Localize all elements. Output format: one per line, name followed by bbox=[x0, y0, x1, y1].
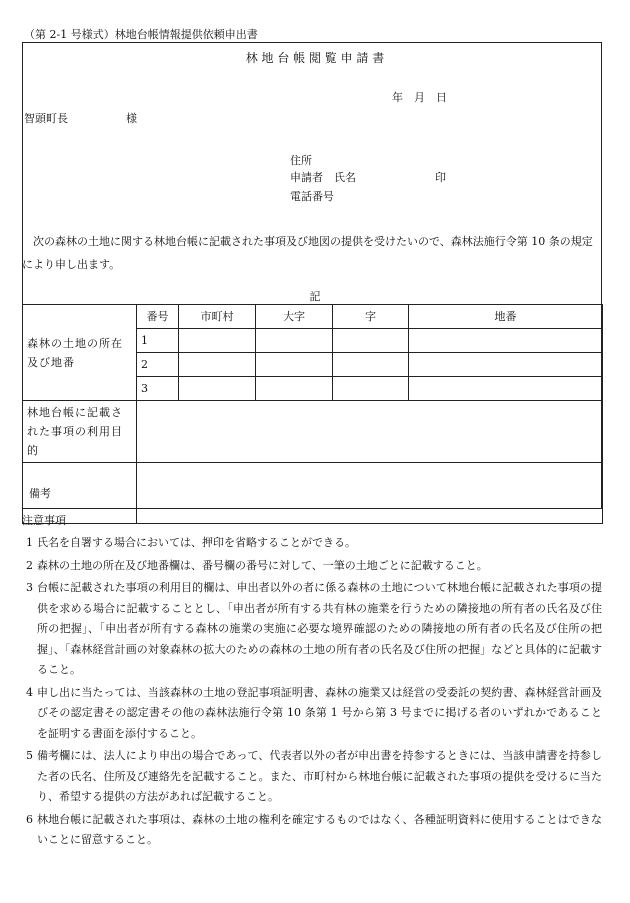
note-number: 3 bbox=[26, 581, 33, 594]
aza-cell[interactable] bbox=[333, 377, 409, 401]
note-text: 備考欄には、法人により申出の場合であって、代表者以外の者が申出書を持参するときには、当該申請書を持参した者の氏名、住所及び連絡先を記載すること。また、市町村から林地台帳に記載された事項の提供を受けるに当たり、希望する提供の方法があれば記載すること。 bbox=[37, 749, 602, 803]
ki-label: 記 bbox=[309, 290, 321, 303]
note-item bbox=[22, 683, 602, 745]
oaza-cell[interactable] bbox=[256, 353, 333, 377]
chiban-cell[interactable] bbox=[409, 329, 603, 353]
note-item bbox=[22, 746, 602, 808]
note-item bbox=[22, 533, 602, 554]
notes-section bbox=[22, 511, 602, 853]
purpose-label: 林地台帳に記載された事項の利用目的 bbox=[23, 401, 137, 463]
header-aza: 字 bbox=[333, 305, 409, 329]
header-oaza: 大字 bbox=[256, 305, 333, 329]
addressee: 智頭町長 bbox=[24, 112, 68, 125]
note-item bbox=[22, 810, 602, 851]
row-number: 3 bbox=[137, 377, 179, 401]
oaza-cell[interactable] bbox=[256, 329, 333, 353]
note-text: 申し出に当たっては、当該森林の土地の登記事項証明書、森林の施業又は経営の受委託の契約書、森林経営計画及びその認定書その認定書その他の森林法施行令第 10 条第 1 号から第 3 号までに掲げる者のいずれかであることを証明する書面を添付すること。 bbox=[37, 685, 602, 740]
note-number: 5 bbox=[26, 749, 33, 762]
oaza-cell[interactable] bbox=[256, 377, 333, 401]
city-cell[interactable] bbox=[179, 329, 256, 353]
note-number: 4 bbox=[26, 685, 33, 699]
location-label: 森林の土地の所在及び地番 bbox=[23, 305, 137, 401]
address-label: 住所 bbox=[290, 154, 312, 167]
city-cell[interactable] bbox=[179, 377, 256, 401]
form-title: 林 地 台 帳 閲 覧 申 請 書 bbox=[245, 51, 385, 65]
aza-cell[interactable] bbox=[333, 329, 409, 353]
row-number: 1 bbox=[137, 329, 179, 353]
remarks-label: 備考 bbox=[23, 463, 137, 524]
request-statement: 次の森林の土地に関する林地台帳に記載された事項及び地図の提供を受けたいので、森林法施行令第 10 条の規定により申し出ます。 bbox=[22, 235, 593, 271]
notes-title: 注意事項 bbox=[22, 514, 66, 527]
seal-label: 印 bbox=[435, 171, 446, 184]
purpose-field[interactable] bbox=[137, 401, 603, 463]
addressee-honorific: 様 bbox=[126, 112, 137, 125]
applicant-name-label: 申請者 氏名 bbox=[290, 171, 356, 184]
note-text: 氏名を自署する場合においては、押印を省略することができる。 bbox=[37, 536, 356, 549]
header-chiban: 地番 bbox=[409, 305, 603, 329]
note-text: 林地台帳に記載された事項は、森林の土地の権利を確定するものではなく、各種証明資料に使用することはできないことに留意すること。 bbox=[37, 812, 602, 846]
form-number-header: （第 2-1 号様式）林地台帳情報提供依頼申出書 bbox=[24, 28, 258, 41]
note-number: 6 bbox=[26, 812, 33, 826]
note-text: 森林の土地の所在及び地番欄は、番号欄の番号に対して、一筆の土地ごとに記載すること。 bbox=[37, 558, 488, 572]
note-item bbox=[22, 578, 602, 681]
row-number: 2 bbox=[137, 353, 179, 377]
aza-cell[interactable] bbox=[333, 353, 409, 377]
chiban-cell[interactable] bbox=[409, 353, 603, 377]
note-number: 2 bbox=[26, 558, 33, 572]
header-number: 番号 bbox=[137, 305, 179, 329]
phone-label: 電話番号 bbox=[290, 190, 334, 203]
note-text: 台帳に記載された事項の利用目的欄は、申出者以外の者に係る森林の土地について林地台帳に記載された事項の提供を求める場合に記載することとし、「申出者が所有する共有林の施業を行うための隣接地の所有者の氏名及び住所の把握」、「申出者が所有する森林の施業の実施に必要な境界確認のための隣接地の所有者の氏名及び住所の把握」、「森林経営計画の対象森林の拡大のための森林の土地の所有者の氏名及び住所の把握」などと具体的に記載すること。 bbox=[37, 581, 602, 676]
header-city: 市町村 bbox=[179, 305, 256, 329]
note-item bbox=[22, 556, 602, 577]
land-info-table bbox=[22, 304, 603, 524]
city-cell[interactable] bbox=[179, 353, 256, 377]
chiban-cell[interactable] bbox=[409, 377, 603, 401]
note-number: 1 bbox=[26, 536, 33, 549]
date-line: 年 月 日 bbox=[392, 91, 447, 104]
